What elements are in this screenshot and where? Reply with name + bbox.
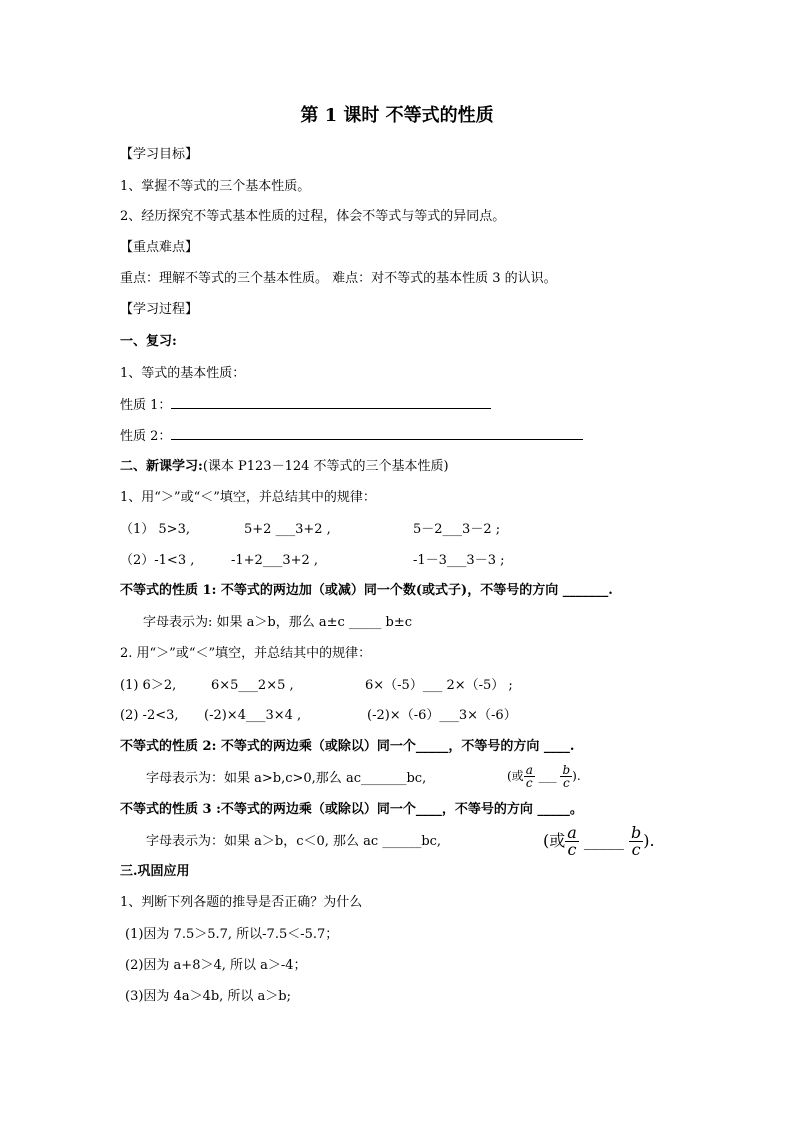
q2-row1-a: (1) 6＞2, xyxy=(120,678,177,693)
review-header: 一、复习: xyxy=(120,334,177,349)
law-2: 不等式的性质 2: 不等式的两边乘（或除以）同一个_____，不等号的方向 ____. xyxy=(120,739,575,754)
key-header: 【重点难点】 xyxy=(120,240,199,255)
q1-row1-b: 5+2 ___3+2 , xyxy=(244,522,331,537)
goal-2: 2、经历探究不等式基本性质的过程，体会不等式与等式的异同点。 xyxy=(120,209,506,224)
page-title: 第 1 课时 不等式的性质 xyxy=(300,105,494,126)
apply-item-1: (1)因为 7.5＞5.7, 所以-7.5＜-5.7； xyxy=(125,927,339,942)
q1-row2-c: -1－3___3－3 ; xyxy=(413,553,505,568)
law-3-symbol: 字母表示为：如果 a＞b，c＜0, 那么 ac ______bc, xyxy=(146,834,442,849)
law-2-fraction-alt: (或 $\frac{a}{c}$ ___ $\frac{b}{c}$ ). xyxy=(507,763,581,790)
apply-item-3: (3)因为 4a＞4b, 所以 a＞b; xyxy=(125,989,292,1004)
law-1-symbol: 字母表示为: 如果 a＞b，那么 a±c _____ b±c xyxy=(143,615,413,630)
property-2-line xyxy=(120,427,583,446)
apply-question: 1、判断下列各题的推导是否正确？为什么 xyxy=(120,895,363,910)
law-3: 不等式的性质 3 :不等式的两边乘（或除以）同一个____，不等号的方向 _____。 xyxy=(120,802,583,817)
question-1: 1、用“＞”或“＜”填空，并总结其中的规律： xyxy=(120,490,376,505)
question-2: 2. 用“＞”或“＜”填空，并总结其中的规律： xyxy=(120,646,372,661)
law-2-symbol: 字母表示为：如果 a>b,c>0,那么 ac_______bc, xyxy=(146,771,427,786)
goal-1: 1、掌握不等式的三个基本性质。 xyxy=(120,179,311,194)
q1-row1-a: （1） 5>3, xyxy=(120,522,190,537)
new-lesson-note: (课本 P123－124 不等式的三个基本性质) xyxy=(202,459,449,474)
fraction-a-over-c: $\frac{a}{c}$ xyxy=(525,763,533,790)
property-1-blank xyxy=(171,396,491,409)
property-1-label: 性质 1： xyxy=(120,398,172,413)
q1-row1-c: 5－2___3－2 ; xyxy=(413,522,501,537)
q1-row2-a: （2）-1<3 , xyxy=(120,553,195,568)
review-question: 1、等式的基本性质： xyxy=(120,366,246,381)
fraction-b-over-c: $\frac{b}{c}$ xyxy=(630,823,642,859)
q2-row1-b: 6×5___2×5 , xyxy=(211,678,294,693)
goals-header: 【学习目标】 xyxy=(120,147,199,162)
new-lesson-header: 二、新课学习: xyxy=(120,459,203,474)
apply-header: 三.巩固应用 xyxy=(120,864,190,879)
new-lesson-line xyxy=(120,458,449,476)
fraction-b-over-c: $\frac{b}{c}$ xyxy=(562,763,571,790)
property-1-line xyxy=(120,396,491,415)
property-2-blank xyxy=(171,427,583,440)
law-1: 不等式的性质 1: 不等式的两边加（或减）同一个数(或式子)，不等号的方向 _______. xyxy=(120,583,613,598)
q2-row2-b: (-2)×4___3×4 , xyxy=(204,708,302,723)
q2-row1-c: 6×（-5）___ 2×（-5） ; xyxy=(365,678,513,693)
law-3-fraction-alt: (或 $\frac{a}{c}$ _____ $\frac{b}{c}$ ). xyxy=(543,823,655,859)
q1-row2-b: -1+2___3+2 , xyxy=(231,553,319,568)
q2-row2-c: (-2)×（-6）___3×（-6） xyxy=(367,708,517,723)
q2-row2-a: (2) -2<3, xyxy=(120,708,179,723)
process-header: 【学习过程】 xyxy=(120,302,199,317)
apply-item-2: (2)因为 a+8＞4, 所以 a＞-4； xyxy=(125,958,307,973)
key-text: 重点：理解不等式的三个基本性质。 难点：对不等式的基本性质 3 的认识。 xyxy=(120,271,557,286)
property-2-label: 性质 2： xyxy=(120,429,172,444)
fraction-a-over-c: $\frac{a}{c}$ xyxy=(567,823,577,859)
